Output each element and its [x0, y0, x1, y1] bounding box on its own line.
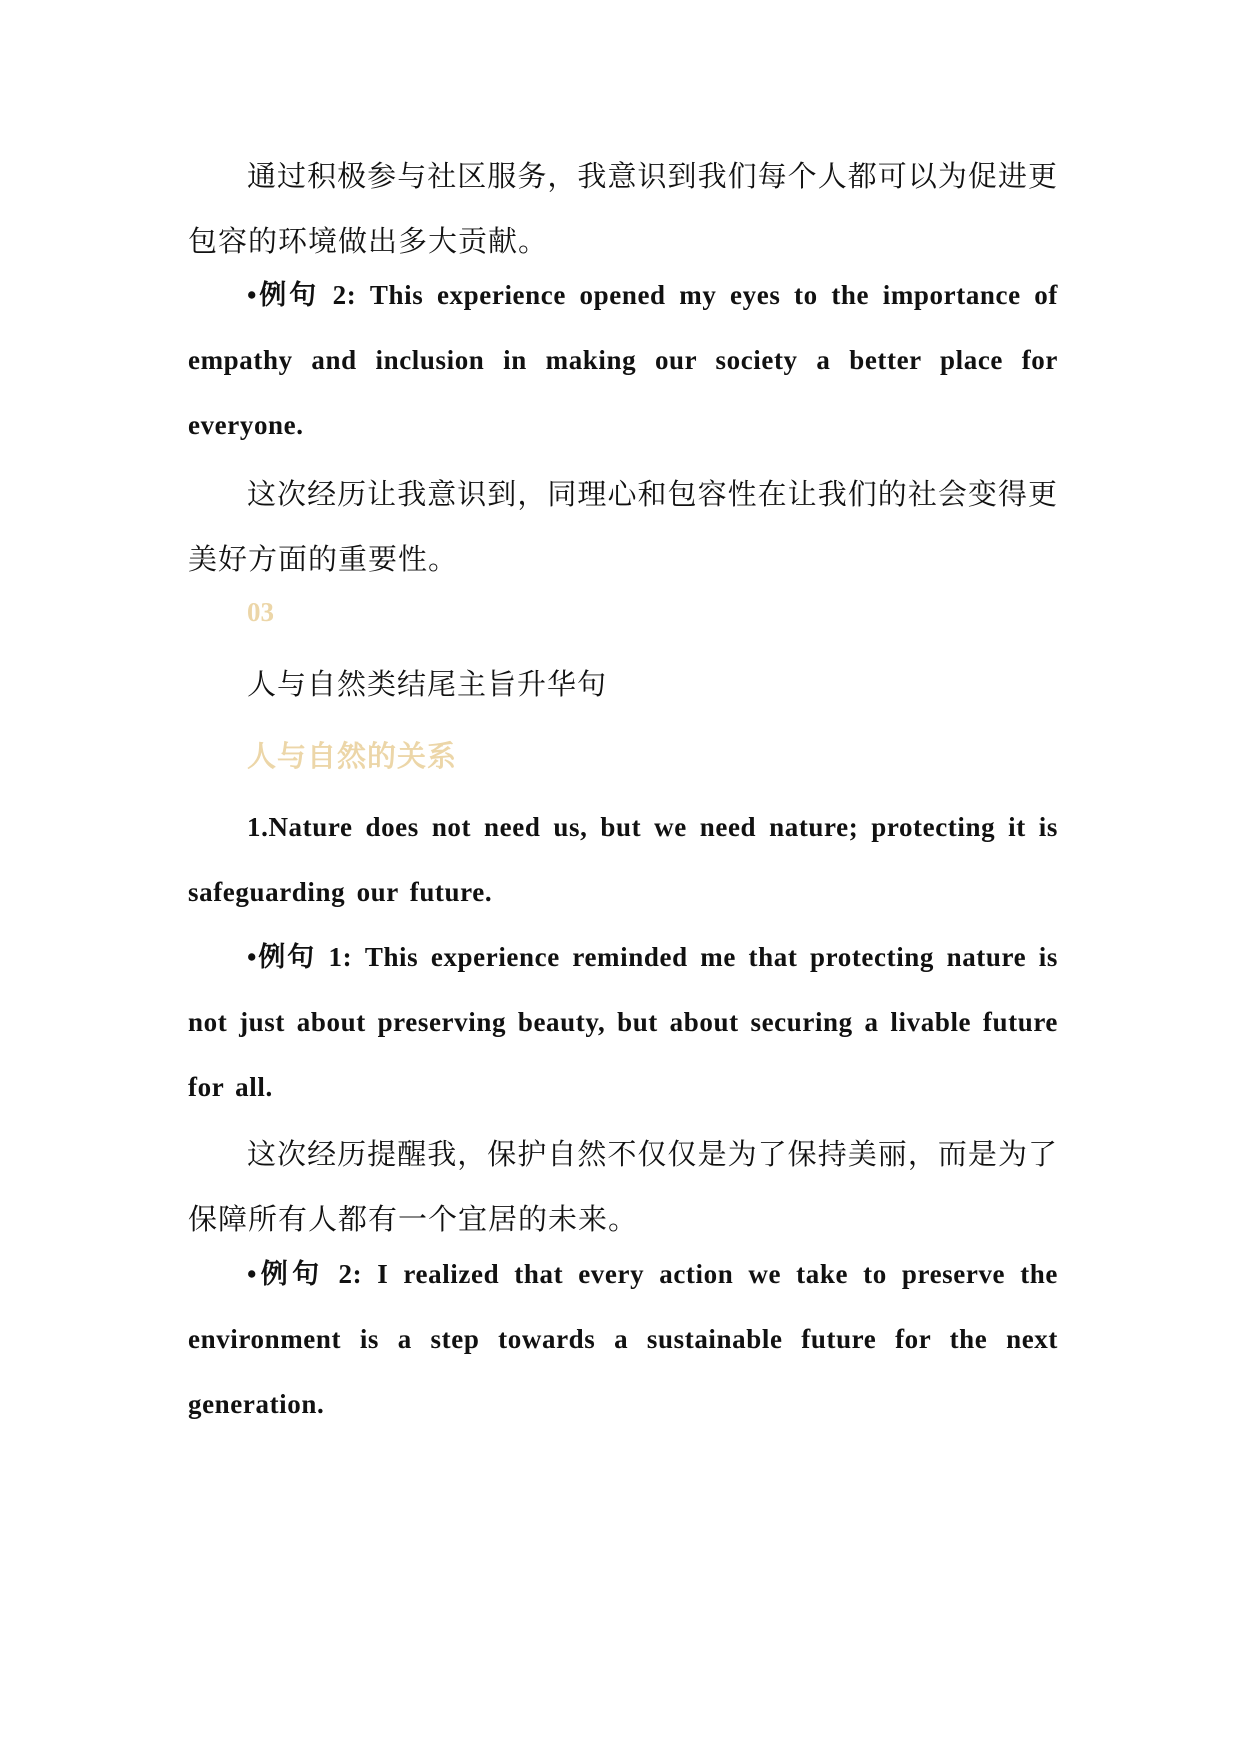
example-sentence-1-nature: •例句 1: This experience reminded me that protecting nature is not just about preserving beauty, but about securing a livable future for all.: [188, 942, 1058, 1102]
example-sentence-2-environment: •例句 2: I realized that every action we take to preserve the environment is a step towards a sustainable future for the next generation.: [188, 1259, 1058, 1419]
section-subtitle: 人与自然的关系: [247, 739, 458, 773]
example-sentence-2-empathy: •例句 2: This experience opened my eyes to the importance of empathy and inclusion in making our society a better place for everyone.: [188, 280, 1058, 440]
section-number: 03: [247, 597, 274, 627]
statement-nature-1: 1.Nature does not need us, but we need nature; protecting it is safeguarding our future.: [188, 812, 1058, 907]
paragraph-nature-cn: 这次经历提醒我，保护自然不仅仅是为了保持美丽，而是为了保障所有人都有一个宜居的未来。: [188, 1137, 1058, 1236]
paragraph-community-service-cn: 通过积极参与社区服务，我意识到我们每个人都可以为促进更包容的环境做出多大贡献。: [188, 159, 1058, 258]
paragraph-empathy-cn: 这次经历让我意识到，同理心和包容性在让我们的社会变得更美好方面的重要性。: [188, 477, 1058, 576]
section-title: 人与自然类结尾主旨升华句: [247, 667, 608, 701]
